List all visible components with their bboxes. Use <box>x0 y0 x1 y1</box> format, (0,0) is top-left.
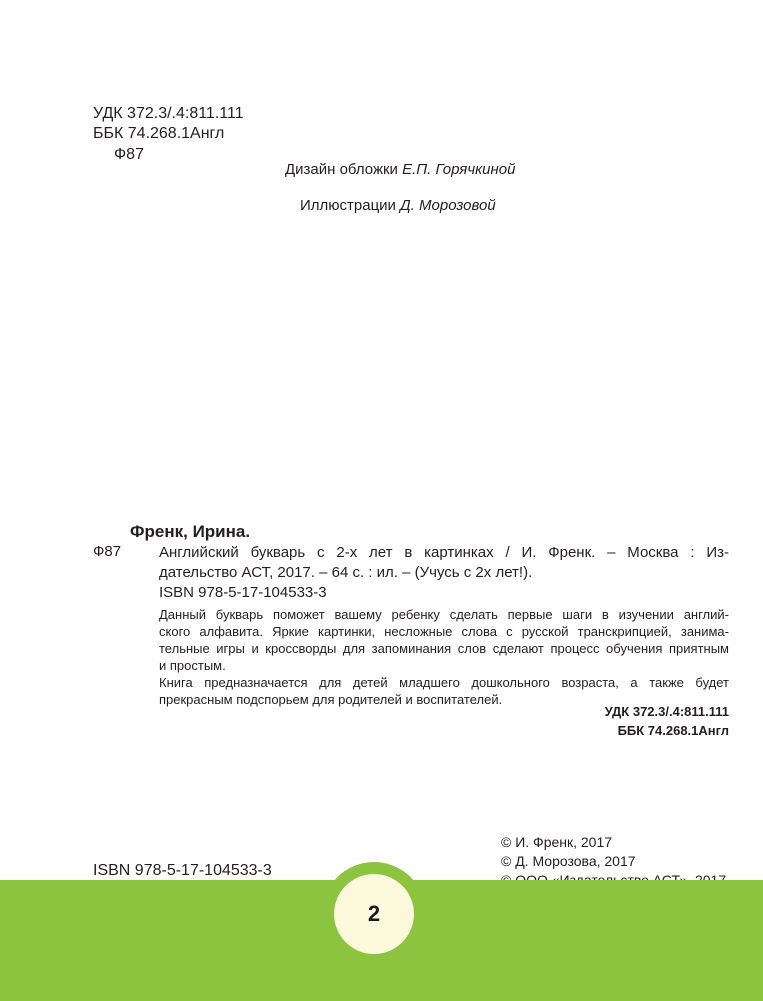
bbk-code: ББК 74.268.1Англ <box>93 125 225 142</box>
cover-design-name: Е.П. Горячкиной <box>402 161 516 178</box>
isbn-bottom: ISBN 978-5-17-104533-3 <box>93 862 272 879</box>
annotation-line: тельные игры и кроссворды для запоминания слов сделают процесс обучения приятным <box>159 641 729 656</box>
author-code: Ф87 <box>114 146 144 163</box>
copyright-line: © И. Френк, 2017 <box>501 834 613 850</box>
illustrations-name: Д. Морозовой <box>400 197 496 214</box>
copyright-line: © Д. Морозова, 2017 <box>501 853 636 869</box>
page-number: 2 <box>367 901 381 926</box>
record-code: Ф87 <box>93 543 122 560</box>
bbk-code-right: ББК 74.268.1Англ <box>617 723 729 738</box>
record-description <box>159 543 729 583</box>
record-line: дательство АСТ, 2017. – 64 с. : ил. – (Учусь с 2х лет!). <box>159 564 533 581</box>
cover-design-label: Дизайн обложки <box>285 161 398 178</box>
udk-code-right: УДК 372.3/.4:811.111 <box>604 704 729 719</box>
record-line: Английский букварь с 2-х лет в картинках / И. Френк. – Москва : Из- <box>159 544 729 561</box>
record-isbn: ISBN 978-5-17-104533-3 <box>159 584 327 601</box>
annotation-line: Данный букварь поможет вашему ребенку сделать первые шаги в изучении англий- <box>159 607 729 622</box>
annotation-line: Книга предназначается для детей младшего дошкольного возраста, а также будет <box>159 675 729 690</box>
record-author: Френк, Ирина. <box>130 522 251 541</box>
annotation-line: и простым. <box>159 658 226 673</box>
illustrations-credit <box>300 196 496 216</box>
page-number-badge <box>334 874 414 954</box>
illustrations-label: Иллюстрации <box>300 197 396 214</box>
annotation-line: ского алфавита. Яркие картинки, несложные слова с русской транскрипцией, занима- <box>159 624 729 639</box>
udk-code: УДК 372.3/.4:811.111 <box>93 105 244 122</box>
cover-design-credit <box>285 160 515 180</box>
annotation-line: прекрасным подспорьем для родителей и воспитателей. <box>159 692 503 707</box>
annotation-paragraph-1 <box>159 606 729 674</box>
